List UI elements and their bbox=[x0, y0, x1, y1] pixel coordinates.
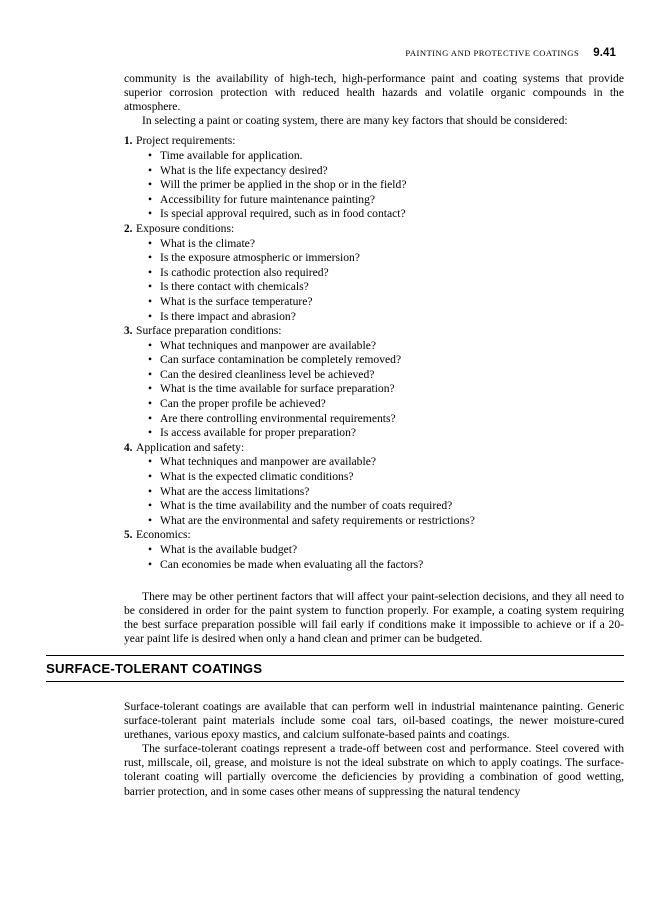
bullet-icon: • bbox=[148, 236, 153, 250]
list-item bbox=[124, 266, 624, 281]
list-item-text: Will the primer be applied in the shop or in the field? bbox=[160, 178, 407, 192]
factor-heading bbox=[124, 134, 624, 149]
factor-items bbox=[124, 339, 624, 441]
list-item bbox=[124, 382, 624, 397]
bullet-icon: • bbox=[148, 397, 153, 411]
bullet-icon: • bbox=[148, 411, 153, 425]
list-item-text: What is the time availability and the number of coats required? bbox=[160, 499, 453, 513]
bullet-icon: • bbox=[148, 455, 153, 469]
list-item bbox=[124, 558, 624, 573]
bullet-icon: • bbox=[148, 148, 153, 162]
factor-items bbox=[124, 149, 624, 222]
list-item-text: What is the expected climatic conditions? bbox=[160, 470, 354, 484]
list-item bbox=[124, 426, 624, 441]
list-item bbox=[124, 295, 624, 310]
section-title: SURFACE-TOLERANT COATINGS bbox=[46, 661, 263, 676]
list-item-text: What techniques and manpower are available? bbox=[160, 338, 376, 352]
running-head-title: PAINTING AND PROTECTIVE COATINGS bbox=[405, 48, 580, 58]
list-item bbox=[124, 499, 624, 514]
factor-number: 3. bbox=[124, 325, 133, 338]
list-item bbox=[124, 280, 624, 295]
factor-heading bbox=[124, 441, 624, 456]
list-item-text: Is there contact with chemicals? bbox=[160, 280, 309, 294]
factor-items bbox=[124, 543, 624, 572]
list-item bbox=[124, 412, 624, 427]
list-item-text: Is access available for proper preparation? bbox=[160, 426, 357, 440]
section-rule-bottom bbox=[46, 681, 624, 682]
bullet-icon: • bbox=[148, 251, 153, 265]
factor-group bbox=[124, 222, 624, 324]
list-item bbox=[124, 193, 624, 208]
list-item-text: What techniques and manpower are available? bbox=[160, 455, 376, 469]
bullet-icon: • bbox=[148, 543, 153, 556]
list-item-text: What are the environmental and safety requirements or restrictions? bbox=[160, 513, 475, 527]
list-item bbox=[124, 149, 624, 164]
list-item-text: What is the life expectancy desired? bbox=[160, 163, 328, 177]
section-body bbox=[124, 700, 624, 799]
list-item bbox=[124, 353, 624, 368]
bullet-icon: • bbox=[148, 192, 153, 206]
bullet-icon: • bbox=[148, 163, 153, 177]
factor-items bbox=[124, 455, 624, 528]
list-item-text: What is the surface temperature? bbox=[160, 294, 313, 308]
list-item-text: Is special approval required, such as in food contact? bbox=[160, 207, 406, 221]
bullet-icon: • bbox=[148, 513, 153, 527]
page-number: 9.41 bbox=[593, 47, 616, 59]
list-item-text: Is the exposure atmospheric or immersion? bbox=[160, 251, 360, 265]
factor-title: Project requirements: bbox=[136, 134, 236, 148]
bullet-icon: • bbox=[148, 178, 153, 192]
factor-number: 4. bbox=[124, 441, 133, 454]
list-item bbox=[124, 368, 624, 383]
list-item bbox=[124, 178, 624, 193]
factor-heading bbox=[124, 528, 624, 543]
list-item bbox=[124, 485, 624, 500]
list-item-text: Is cathodic protection also required? bbox=[160, 265, 329, 279]
lead-in-paragraph: In selecting a paint or coating system, there are many key factors that should be considered: bbox=[142, 114, 568, 128]
list-item bbox=[124, 207, 624, 222]
factor-items bbox=[124, 237, 624, 325]
list-item bbox=[124, 397, 624, 412]
factor-group bbox=[124, 134, 624, 222]
factor-title: Surface preparation conditions: bbox=[136, 324, 282, 338]
list-item bbox=[124, 514, 624, 529]
section-heading-block bbox=[46, 655, 624, 682]
bullet-icon: • bbox=[148, 294, 153, 308]
bullet-icon: • bbox=[148, 426, 153, 440]
list-item-text: Can economies be made when evaluating all the factors? bbox=[160, 557, 424, 571]
factor-list bbox=[124, 134, 624, 572]
list-item-text: Time available for application. bbox=[160, 148, 303, 162]
bullet-icon: • bbox=[148, 207, 153, 221]
intro-paragraph: community is the availability of high-tech, high-performance paint and coating systems that provide superior corrosion protection with reduced health hazards and volatile organic compounds in the atmosphere. bbox=[124, 72, 624, 114]
factor-number: 1. bbox=[124, 135, 133, 148]
list-item bbox=[124, 339, 624, 354]
list-item-text: Accessibility for future maintenance painting? bbox=[160, 192, 376, 206]
list-item bbox=[124, 470, 624, 485]
list-item bbox=[124, 237, 624, 252]
bullet-icon: • bbox=[148, 280, 153, 294]
bullet-icon: • bbox=[148, 353, 153, 367]
factor-title: Economics: bbox=[136, 528, 191, 542]
list-item bbox=[124, 251, 624, 266]
factor-number: 2. bbox=[124, 222, 133, 235]
bullet-icon: • bbox=[148, 309, 153, 323]
bullet-icon: • bbox=[148, 557, 153, 571]
list-item bbox=[124, 310, 624, 325]
factor-heading bbox=[124, 222, 624, 237]
list-item-text: Are there controlling environmental requirements? bbox=[160, 411, 396, 425]
list-item-text: What is the time available for surface preparation? bbox=[160, 382, 395, 396]
section-paragraph-2: The surface-tolerant coatings represent a trade-off between cost and performance. Steel covered with rust, millscale, oil, grease, and moisture is not the ideal substrate on which to apply coatings. The surface-tolerant coating will partially overcome the deficiencies by providing a combination of good wetting, barrier protection, and in some cases other means of suppressing the natural tendency bbox=[124, 742, 624, 798]
factor-number: 5. bbox=[124, 529, 133, 542]
page-body bbox=[124, 72, 624, 647]
page-header bbox=[0, 47, 616, 59]
factor-title: Application and safety: bbox=[136, 440, 245, 454]
bullet-icon: • bbox=[148, 338, 153, 352]
bullet-icon: • bbox=[148, 484, 153, 498]
list-item-text: What are the access limitations? bbox=[160, 484, 310, 498]
list-item-text: Is there impact and abrasion? bbox=[160, 309, 296, 323]
factor-title: Exposure conditions: bbox=[136, 221, 235, 235]
bullet-icon: • bbox=[148, 367, 153, 381]
list-item-text: Can the desired cleanliness level be achieved? bbox=[160, 367, 375, 381]
list-item-text: Can the proper profile be achieved? bbox=[160, 397, 326, 411]
closing-paragraph: There may be other pertinent factors that will affect your paint-selection decisions, and they all need to be considered in order for the paint system to function properly. For example, a coating system requiring the best surface preparation possible will fail early if conditions make it impossible to achieve or if a 20-year paint life is desired when only a hand clean and primer can be budgeted. bbox=[124, 590, 624, 646]
factor-group bbox=[124, 324, 624, 441]
bullet-icon: • bbox=[148, 499, 153, 513]
list-item bbox=[124, 164, 624, 179]
list-item bbox=[124, 543, 624, 558]
list-item-text: What is the climate? bbox=[160, 236, 255, 250]
bullet-icon: • bbox=[148, 470, 153, 484]
factor-group bbox=[124, 441, 624, 529]
list-item-text: Can surface contamination be completely removed? bbox=[160, 353, 402, 367]
list-item-text: What is the available budget? bbox=[160, 543, 298, 556]
bullet-icon: • bbox=[148, 382, 153, 396]
factor-group bbox=[124, 528, 624, 572]
list-item bbox=[124, 455, 624, 470]
factor-heading bbox=[124, 324, 624, 339]
bullet-icon: • bbox=[148, 265, 153, 279]
section-paragraph-1: Surface-tolerant coatings are available that can perform well in industrial maintenance painting. Generic surface-tolerant paint materials include some coal tars, oil-based coatings, the newer moisture-cured urethanes, various epoxy mastics, and calcium sulfonate-based paints and coatings. bbox=[124, 700, 624, 742]
